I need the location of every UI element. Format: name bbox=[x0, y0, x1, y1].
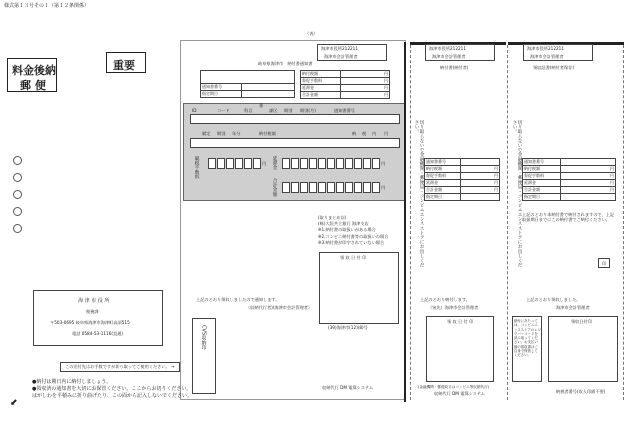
sender-address: 〒503-0695 岐阜県海津市海津町高須515 bbox=[50, 320, 130, 325]
col2-payee-box: 海津市役所 212211 海津市会計管理者 bbox=[425, 44, 495, 61]
code-label: 課区 bbox=[269, 108, 278, 113]
col2-title: 納付書(納付者) bbox=[440, 65, 469, 70]
code-label: コード bbox=[217, 108, 230, 113]
col2-note2: （宛先）海津市会計管理者 bbox=[428, 305, 479, 310]
important-label: 重要 bbox=[113, 59, 135, 72]
separator bbox=[404, 42, 406, 402]
arrow-icon: ⬋ bbox=[10, 398, 18, 408]
code-label: 納 bbox=[352, 131, 357, 136]
unit-yen: 円 bbox=[381, 161, 386, 166]
punch-hole bbox=[13, 156, 22, 165]
received-by: （収納代行者)(海津市会計管理者） bbox=[246, 305, 313, 310]
small-note: (39)海津市(12)(8)号 bbox=[328, 325, 368, 330]
note-line: ※2.コンビニ納付書等の取扱いの場合 bbox=[318, 233, 389, 239]
fee-label: 賦税手数料 bbox=[194, 156, 200, 179]
code-label: 円 bbox=[384, 131, 389, 136]
total-label: 合計金額 bbox=[272, 178, 278, 197]
cvs-label: CVS収納印 bbox=[200, 325, 207, 351]
code-label: 期別(月) bbox=[300, 108, 316, 113]
code-label: 納付税額 bbox=[259, 131, 276, 136]
payee-name: 海津市会計管理者 bbox=[324, 54, 358, 59]
bullet: ●納付は期日内に納付しましょう。 bbox=[32, 379, 112, 385]
col3-seal: 印 bbox=[602, 261, 607, 266]
postage-box bbox=[7, 58, 57, 92]
punch-hole bbox=[13, 173, 22, 182]
col3-payee-box: 海津市役所 212211 海津市会計管理者 bbox=[523, 44, 593, 61]
code-label: 賦定 bbox=[202, 131, 211, 136]
code-label: 番 bbox=[259, 103, 264, 108]
return-note-box bbox=[60, 362, 180, 372]
code-label: ID bbox=[192, 108, 197, 113]
notice-table bbox=[200, 70, 295, 98]
col2-table: 通知書番号 納付税額 円 督促手数料 円 延滞金 円 合計金額 円 指定期日 bbox=[426, 159, 498, 199]
receipt-stamp-box bbox=[319, 252, 399, 324]
code-label: 科目 bbox=[244, 108, 253, 113]
col3-note3: 海津市会計管理者 bbox=[556, 305, 590, 310]
col3-side-text: 納付にあたっては、コンビニエンスストアのレジでバーコードを読み取ってください。お支払い後の領収書はご自身で保管してください。 bbox=[514, 319, 541, 357]
tax-name-line: 岐阜県海津市 納付書通知書 bbox=[258, 61, 313, 66]
col3-note2: 上記のとおり領収しました。 bbox=[526, 297, 581, 302]
notice-label: 通知書番号 bbox=[201, 84, 242, 91]
col3-note: 上記のとおり本納付書で納付されますので、上記取扱期日までにこの納付書でご納付ください。 bbox=[522, 212, 615, 223]
col3-side: 切り取らないで金融機関・郵便局・コンビニエンスストアにお出しください。 bbox=[512, 120, 523, 268]
late-fee-cells bbox=[282, 154, 381, 173]
col3-stamp-box: 領収日付印 bbox=[548, 316, 618, 382]
bullet: はがしわを平積みに折り曲げたり、この面から記入しないでください。 bbox=[32, 393, 193, 399]
punch-hole bbox=[13, 224, 22, 233]
punch-hole bbox=[13, 190, 22, 199]
perforation bbox=[507, 45, 508, 400]
col3-side-box bbox=[512, 316, 542, 382]
amount-table: 納付税額 円 督促手数料 円 延滞金 円 合計金額 円 bbox=[302, 71, 388, 97]
late-fee-label: 延滞金 bbox=[272, 156, 278, 170]
sender-dept: 税務課 bbox=[86, 309, 99, 314]
front-label: （表） bbox=[305, 31, 318, 36]
perforation bbox=[410, 45, 411, 400]
amount-label: 合計金額 bbox=[301, 92, 341, 99]
sender-org: 海 津 市 役 所 bbox=[78, 298, 110, 304]
code-label: 内 bbox=[372, 131, 377, 136]
perforation bbox=[623, 45, 624, 400]
received-note: 上記のとおり領収しましたので通知します。 bbox=[196, 297, 280, 302]
code-label: 年分 bbox=[232, 131, 241, 136]
return-note: この送付先はお手数ですが切り取ってご使用ください。 → bbox=[65, 364, 175, 369]
col2-note: 上記のとおり納付します。 bbox=[420, 297, 470, 302]
sender-phone: 電話 0584-53-1116(直通) bbox=[72, 331, 124, 336]
payee-no: 212211 bbox=[342, 46, 358, 51]
col2-stamp-box: 領 収 日 付 印 bbox=[426, 316, 494, 382]
col2-agent: 収納代行 DM 電算システム bbox=[434, 391, 485, 396]
code-label: 期別 bbox=[217, 131, 226, 136]
unit-yen: 円 bbox=[262, 161, 267, 166]
note-line: (取りまとめ店) bbox=[318, 215, 347, 220]
fee-cells bbox=[208, 154, 262, 173]
amount-label: 延滞金 bbox=[301, 85, 341, 92]
col3-seal-box bbox=[598, 258, 610, 268]
payee-box bbox=[317, 44, 387, 61]
note-line: ※1.納付書の取扱いがある場合 bbox=[318, 227, 376, 233]
postage-line2: 郵 便 bbox=[20, 79, 46, 92]
col3-table: 通知書番号 納付税額 円 督促手数料 円 延滞金 円 合計金額 円 指定期日 bbox=[524, 159, 614, 199]
amount-label: 督促手数料 bbox=[301, 78, 341, 85]
col3-title: 領収証書(納付者保存) bbox=[533, 65, 574, 70]
notice-label: 指定期日 bbox=[201, 91, 242, 98]
code-label: 税 bbox=[362, 131, 367, 136]
col2-footer: (金融機関・郵便局又はコンビニ等収納代行) bbox=[418, 385, 490, 389]
unit-yen: 円 bbox=[381, 185, 386, 190]
bullets bbox=[32, 380, 192, 399]
cvs-stamp-box bbox=[192, 318, 216, 394]
city-office: 海津市役所 bbox=[321, 46, 342, 51]
amount-label: 納付税額 bbox=[301, 71, 341, 78]
mid-notes bbox=[318, 216, 388, 245]
code-zone bbox=[183, 103, 405, 201]
col3-small-note: 納税者番号(収入印紙不要) bbox=[556, 389, 606, 394]
postage-line1: 料金後納 bbox=[12, 64, 56, 77]
receipt-label: 領 収 日 付 印 bbox=[340, 255, 367, 260]
note-line: (株)大垣共立銀行 海津支店 bbox=[318, 221, 369, 227]
punch-hole bbox=[13, 207, 22, 216]
agent1: 収納代行 DM 電算システム bbox=[322, 385, 374, 390]
code-row-mid bbox=[190, 138, 400, 148]
code-row-top bbox=[190, 114, 400, 124]
bullet: ●領収済の通知書を大切にお保管ください。ここからお切りください。 bbox=[32, 386, 192, 392]
note-line: ※3.納付書が印字されていない場合 bbox=[318, 239, 385, 245]
form-id: 様式第１３号その１（第１２条関係） bbox=[4, 3, 90, 9]
total-cells bbox=[282, 178, 381, 197]
important-box bbox=[106, 52, 146, 73]
code-label: 通知書番号 bbox=[334, 108, 355, 113]
col2-side: 切り取らないで金融機関・郵便局・コンビニエンスストアにお出しください。 bbox=[414, 120, 425, 268]
code-label: 期別 bbox=[284, 108, 293, 113]
sender-box bbox=[33, 290, 163, 346]
